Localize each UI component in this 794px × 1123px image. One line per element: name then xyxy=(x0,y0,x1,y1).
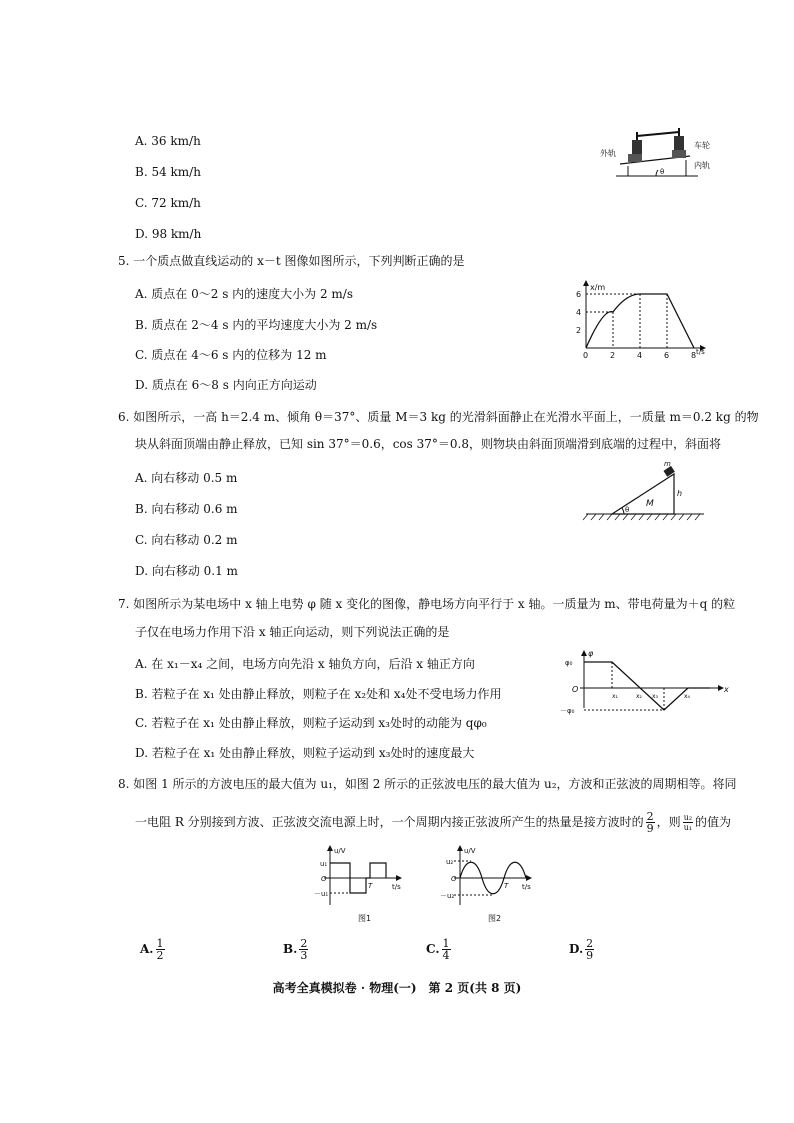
label-theta-incline: θ xyxy=(625,506,630,514)
option-fraction xyxy=(585,938,594,961)
xt-chart xyxy=(568,280,713,370)
option-letter: A. xyxy=(140,942,154,956)
potential-figure xyxy=(560,648,730,718)
label-neg-phi0: －φ₀ xyxy=(560,707,575,715)
label-x2: x₂ xyxy=(636,693,642,700)
frac-denominator: 3 xyxy=(300,949,308,962)
q5-option-a: A. 质点在 0～2 s 内的速度大小为 2 m/s xyxy=(135,287,354,301)
label-theta: θ xyxy=(660,168,665,176)
ratio-denominator: u₁ xyxy=(683,823,693,832)
fig1-x-label: t/s xyxy=(392,883,401,891)
option-fraction xyxy=(442,938,451,961)
x-tick-label: 6 xyxy=(664,351,670,360)
q8-stem-part-b: ，则 xyxy=(656,815,681,829)
q5-option-c: C. 质点在 4～6 s 内的位移为 12 m xyxy=(135,348,327,362)
incline-figure xyxy=(586,462,706,524)
option-letter: B. xyxy=(283,942,298,956)
q8-option-c xyxy=(426,937,453,961)
q8-stem-part-c: 的值为 xyxy=(695,815,732,829)
label-phi0: φ₀ xyxy=(565,659,573,667)
q7-option-b: B. 若粒子在 x₁ 处由静止释放，则粒子在 x₂处和 x₄处不受电场力作用 xyxy=(135,687,502,701)
option-fraction xyxy=(299,938,308,961)
label-h: h xyxy=(677,489,683,498)
q7-stem-line2: 子仅在电场力作用下沿 x 轴正向运动，则下列说法正确的是 xyxy=(135,625,450,639)
label-m: m xyxy=(664,460,671,468)
fraction-2-9 xyxy=(646,811,655,834)
y-tick-label: 4 xyxy=(576,308,582,317)
q8-option-a xyxy=(140,937,167,961)
fig1-T: T xyxy=(368,882,373,890)
label-x1: x₁ xyxy=(612,693,618,700)
q7-option-d: D. 若粒子在 x₁ 处由静止释放，则粒子运动到 x₃处时的速度最大 xyxy=(135,746,475,760)
x-tick-label: 8 xyxy=(691,351,697,360)
frac-denominator: 9 xyxy=(586,949,594,962)
sine-wave-figure xyxy=(440,845,540,927)
x-tick-label: 4 xyxy=(637,351,643,360)
frac-numerator: 2 xyxy=(300,937,308,950)
q5-stem: 5. 一个质点做直线运动的 x－t 图像如图所示，下列判断正确的是 xyxy=(118,254,465,268)
frac-denominator: 2 xyxy=(156,949,164,962)
q6-option-c: C. 向右移动 0.2 m xyxy=(135,533,238,547)
option-fraction xyxy=(156,938,165,961)
label-phi: φ xyxy=(588,649,594,658)
track-figure xyxy=(598,118,708,188)
label-x4: x₄ xyxy=(684,693,690,700)
fig2-T: T xyxy=(504,882,509,890)
label-x: x xyxy=(724,685,729,694)
q8-stem-line1: 8. 如图 1 所示的方波电压的最大值为 u₁，如图 2 所示的正弦波电压的最大值为 u₂，方波和正弦波的周期相等。将同 xyxy=(118,777,737,791)
fig2-O: O xyxy=(451,875,457,883)
q6-option-b: B. 向右移动 0.6 m xyxy=(135,502,238,516)
chart-xlabel: t/s xyxy=(696,348,705,356)
fig2-caption: 图2 xyxy=(488,914,502,923)
y-tick-label: 6 xyxy=(576,290,582,299)
q5-option-d: D. 质点在 6～8 s 内向正方向运动 xyxy=(135,378,317,392)
label-outer-rail: 外轨 xyxy=(600,149,616,158)
x-tick-label: 2 xyxy=(610,351,616,360)
y-tick-label: 2 xyxy=(576,326,582,335)
fig1-caption: 图1 xyxy=(358,914,372,923)
q6-stem-line2: 块从斜面顶端由静止释放，已知 sin 37°＝0.6，cos 37°＝0.8，则物块由斜面顶端滑到底端的过程中，斜面将 xyxy=(135,437,721,451)
q7-stem-line1: 7. 如图所示为某电场中 x 轴上电势 φ 随 x 变化的图像，静电场方向平行于 x 轴。一质量为 m、带电荷量为＋q 的粒 xyxy=(118,597,736,611)
q6-stem-line1: 6. 如图所示，一高 h＝2.4 m、倾角 θ＝37°、质量 M＝3 kg 的光滑斜面静止在光滑水平面上，一质量 m＝0.2 kg 的物 xyxy=(118,410,759,424)
chart-ylabel: x/m xyxy=(590,283,606,292)
q4-option-d: D. 98 km/h xyxy=(135,227,202,241)
fig1-y-label: u/V xyxy=(334,847,346,855)
q4-option-c: C. 72 km/h xyxy=(135,196,201,210)
q5-option-b: B. 质点在 2～4 s 内的平均速度大小为 2 m/s xyxy=(135,318,378,332)
label-wheel: 车轮 xyxy=(694,141,710,150)
q8-stem-line2 xyxy=(135,810,731,834)
fig2-y-label: u/V xyxy=(464,847,476,855)
q8-option-b xyxy=(283,937,310,961)
frac-denominator: 4 xyxy=(442,949,450,962)
q8-stem-part-a: 一电阻 R 分别接到方波、正弦波交流电源上时，一个周期内接正弦波所产生的热量是接方波时的 xyxy=(135,815,644,829)
fig1-u1: u₁ xyxy=(320,860,328,868)
label-M: M xyxy=(646,499,654,509)
label-inner-rail: 内轨 xyxy=(694,161,710,170)
q4-option-b: B. 54 km/h xyxy=(135,165,201,179)
option-letter: D. xyxy=(569,942,584,956)
page-footer: 高考全真模拟卷 · 物理(一) 第 2 页(共 8 页) xyxy=(272,981,522,995)
fraction-u2-u1 xyxy=(683,813,693,832)
square-wave-figure xyxy=(310,845,410,927)
label-x3: x₃ xyxy=(652,693,658,700)
x-tick-label: 0 xyxy=(583,351,589,360)
q6-option-d: D. 向右移动 0.1 m xyxy=(135,564,238,578)
q7-option-a: A. 在 x₁－x₄ 之间，电场方向先沿 x 轴负方向，后沿 x 轴正方向 xyxy=(135,657,475,671)
frac-numerator: 1 xyxy=(442,937,450,950)
fig2-neg-u2: －u₂ xyxy=(440,892,455,900)
frac-numerator: 2 xyxy=(646,810,654,823)
fig2-u2: u₂ xyxy=(446,858,454,866)
q4-option-a: A. 36 km/h xyxy=(135,134,201,148)
fig1-O: O xyxy=(321,875,327,883)
ratio-numerator: u₂ xyxy=(683,813,693,822)
q6-option-a: A. 向右移动 0.5 m xyxy=(135,471,238,485)
frac-denominator: 9 xyxy=(646,822,654,835)
q7-option-c: C. 若粒子在 x₁ 处由静止释放，则粒子运动到 x₃处时的动能为 qφ₀ xyxy=(135,716,487,730)
option-letter: C. xyxy=(426,942,440,956)
q8-option-d xyxy=(569,937,596,961)
y-axis-arrow xyxy=(583,280,589,286)
label-O: O xyxy=(572,685,579,694)
frac-numerator: 1 xyxy=(156,937,164,950)
fig1-neg-u1: －u₁ xyxy=(314,890,329,898)
frac-numerator: 2 xyxy=(586,937,594,950)
fig2-x-label: t/s xyxy=(522,883,531,891)
